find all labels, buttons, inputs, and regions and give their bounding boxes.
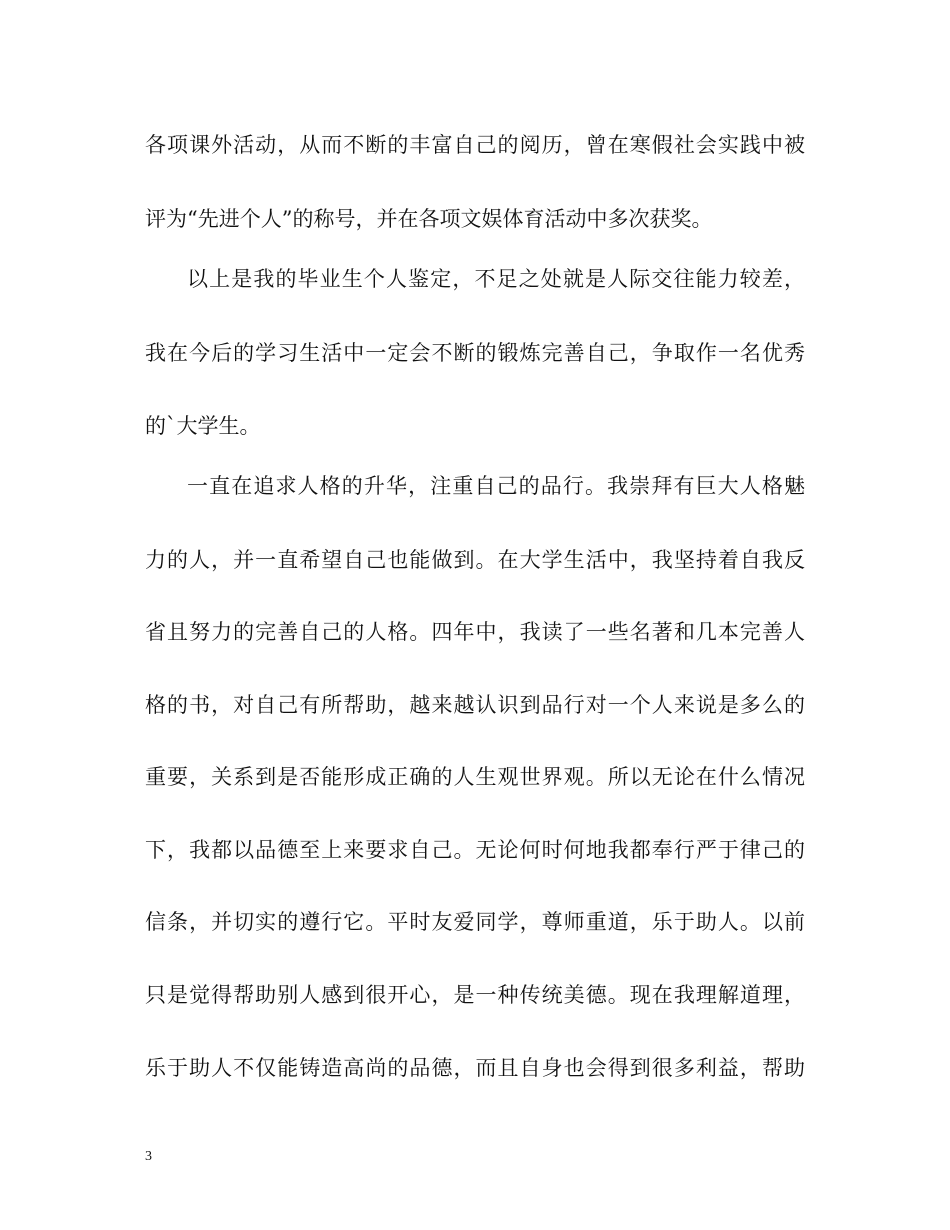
text-line: 各项课外活动，从而不断的丰富自己的阅历，曾在寒假社会实践中被 [145, 133, 805, 157]
text-line: 评为“先进个人”的称号，并在各项文娱体育活动中多次获奖。 [145, 207, 713, 231]
text-line: 信条，并切实的遵行它。平时友爱同学，尊师重道，乐于助人。以前 [145, 910, 805, 934]
text-line: 重要，关系到是否能形成正确的人生观世界观。所以无论在什么情况 [145, 765, 805, 789]
text-line: 的`大学生。 [145, 414, 261, 438]
text-line: 我在今后的学习生活中一定会不断的锻炼完善自己，争取作一名优秀 [145, 341, 805, 365]
text-line: 乐于助人不仅能铸造高尚的品德，而且自身也会得到很多利益，帮助 [145, 1056, 805, 1080]
page-number: 3 [145, 1149, 152, 1164]
text-line: 以上是我的毕业生个人鉴定，不足之处就是人际交往能力较差， [187, 267, 805, 291]
text-line: 力的人，并一直希望自己也能做到。在大学生活中，我坚持着自我反 [145, 548, 805, 572]
text-line: 下，我都以品德至上来要求自己。无论何时何地我都奉行严于律己的 [145, 838, 805, 862]
text-line: 一直在追求人格的升华，注重自己的品行。我崇拜有巨大人格魅 [187, 474, 805, 498]
text-line: 省且努力的完善自己的人格。四年中，我读了一些名著和几本完善人 [145, 620, 805, 644]
text-line: 只是觉得帮助别人感到很开心，是一种传统美德。现在我理解道理， [145, 983, 805, 1007]
text-line: 格的书，对自己有所帮助，越来越认识到品行对一个人来说是多么的 [145, 693, 805, 717]
